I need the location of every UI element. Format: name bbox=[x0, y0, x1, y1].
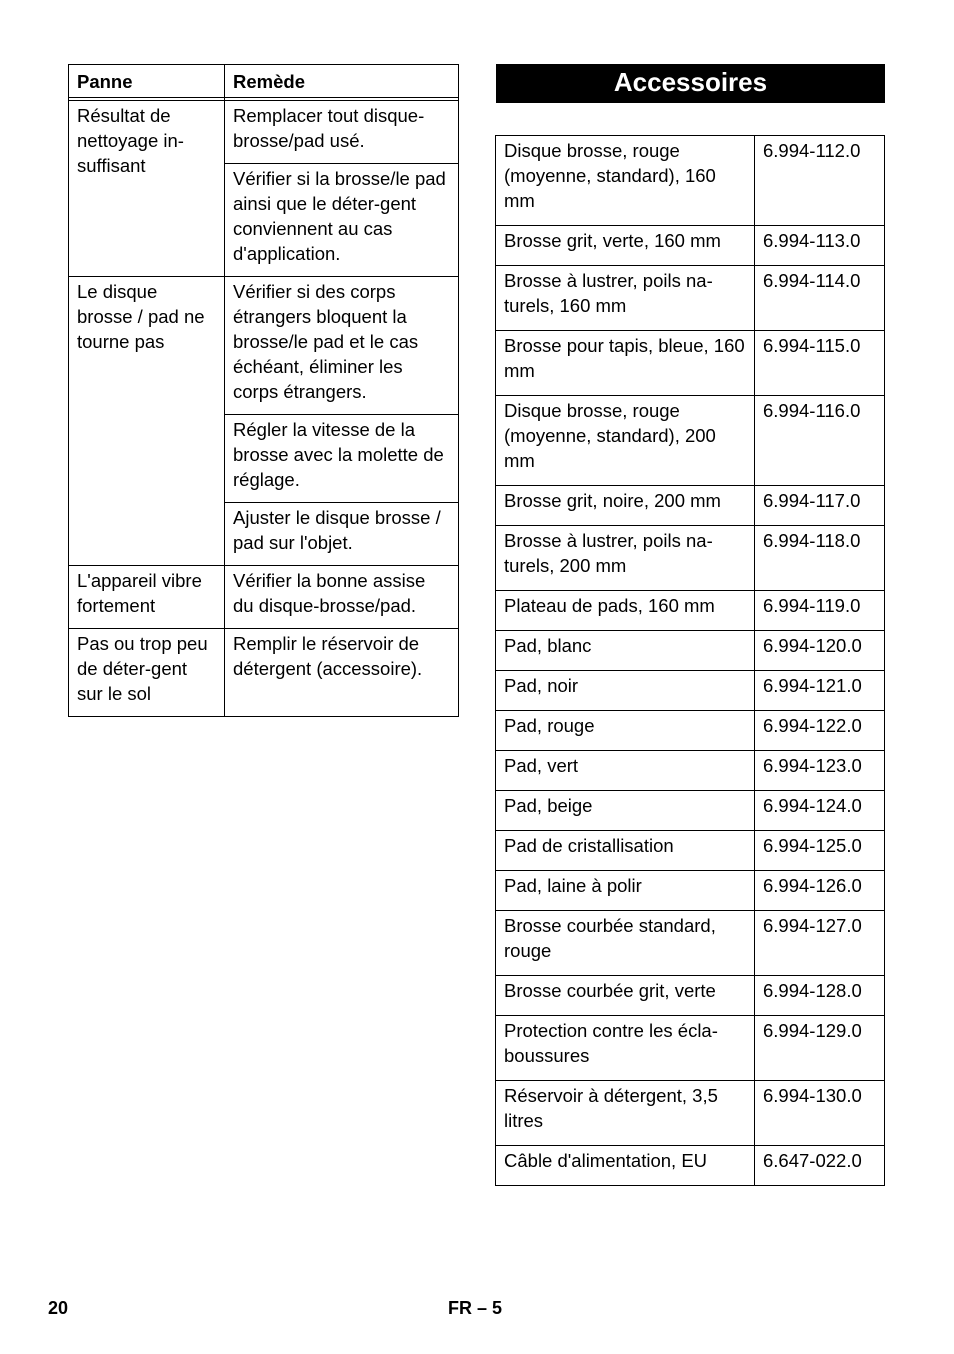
accessory-name: Câble d'alimentation, EU bbox=[496, 1146, 755, 1186]
accessory-ref: 6.994-126.0 bbox=[755, 871, 885, 911]
accessory-row bbox=[496, 871, 885, 911]
troubleshooting-table bbox=[68, 64, 459, 717]
accessory-ref: 6.994-113.0 bbox=[755, 226, 885, 266]
accessory-row bbox=[496, 396, 885, 486]
accessory-name: Pad de cristallisation bbox=[496, 831, 755, 871]
accessory-row bbox=[496, 226, 885, 266]
section-code: FR – 5 bbox=[448, 1298, 503, 1318]
accessory-name: Pad, noir bbox=[496, 671, 755, 711]
accessory-row bbox=[496, 1081, 885, 1146]
troubleshooting-row bbox=[69, 566, 459, 629]
panne-cell: Pas ou trop peu de déter-gent sur le sol bbox=[69, 629, 225, 717]
accessory-name: Pad, laine à polir bbox=[496, 871, 755, 911]
accessory-row bbox=[496, 976, 885, 1016]
accessory-ref: 6.994-114.0 bbox=[755, 266, 885, 331]
accessory-row bbox=[496, 791, 885, 831]
remede-cell: Remplir le réservoir de détergent (accessoire). bbox=[225, 629, 459, 717]
accessory-ref: 6.647-022.0 bbox=[755, 1146, 885, 1186]
accessory-name: Plateau de pads, 160 mm bbox=[496, 591, 755, 631]
accessory-row bbox=[496, 711, 885, 751]
panne-cell: Résultat de nettoyage in-suffisant bbox=[69, 101, 225, 277]
remede-cell: Remplacer tout disque-brosse/pad usé. bbox=[225, 101, 459, 164]
accessory-ref: 6.994-130.0 bbox=[755, 1081, 885, 1146]
accessory-ref: 6.994-127.0 bbox=[755, 911, 885, 976]
accessory-name: Brosse à lustrer, poils na-turels, 200 mm bbox=[496, 526, 755, 591]
accessory-ref: 6.994-121.0 bbox=[755, 671, 885, 711]
accessory-name: Brosse pour tapis, bleue, 160 mm bbox=[496, 331, 755, 396]
panne-cell: L'appareil vibre fortement bbox=[69, 566, 225, 629]
page-number: 20 bbox=[48, 1298, 69, 1318]
accessory-row bbox=[496, 266, 885, 331]
accessory-name: Brosse grit, verte, 160 mm bbox=[496, 226, 755, 266]
panne-cell: Le disque brosse / pad ne tourne pas bbox=[69, 277, 225, 566]
accessory-name: Protection contre les écla-boussures bbox=[496, 1016, 755, 1081]
accessories-table bbox=[495, 135, 885, 1186]
troubleshooting-row bbox=[69, 101, 459, 164]
accessory-row bbox=[496, 1016, 885, 1081]
remede-cell: Ajuster le disque brosse / pad sur l'objet. bbox=[225, 503, 459, 566]
accessory-name: Brosse courbée grit, verte bbox=[496, 976, 755, 1016]
accessory-ref: 6.994-119.0 bbox=[755, 591, 885, 631]
accessory-row bbox=[496, 631, 885, 671]
accessory-ref: 6.994-124.0 bbox=[755, 791, 885, 831]
accessory-ref: 6.994-120.0 bbox=[755, 631, 885, 671]
remede-cell: Régler la vitesse de la brosse avec la molette de réglage. bbox=[225, 415, 459, 503]
accessory-name: Disque brosse, rouge (moyenne, standard), 160 mm bbox=[496, 136, 755, 226]
accessory-ref: 6.994-128.0 bbox=[755, 976, 885, 1016]
accessory-ref: 6.994-116.0 bbox=[755, 396, 885, 486]
accessory-row bbox=[496, 591, 885, 631]
accessory-row bbox=[496, 486, 885, 526]
accessory-ref: 6.994-122.0 bbox=[755, 711, 885, 751]
accessory-row bbox=[496, 136, 885, 226]
accessory-name: Pad, rouge bbox=[496, 711, 755, 751]
accessory-ref: 6.994-112.0 bbox=[755, 136, 885, 226]
accessory-row bbox=[496, 751, 885, 791]
accessory-name: Réservoir à détergent, 3,5 litres bbox=[496, 1081, 755, 1146]
accessory-row bbox=[496, 526, 885, 591]
accessory-row bbox=[496, 911, 885, 976]
remede-cell: Vérifier la bonne assise du disque-brosse/pad. bbox=[225, 566, 459, 629]
accessory-name: Brosse à lustrer, poils na-turels, 160 mm bbox=[496, 266, 755, 331]
accessory-ref: 6.994-123.0 bbox=[755, 751, 885, 791]
accessory-name: Pad, blanc bbox=[496, 631, 755, 671]
accessory-row bbox=[496, 1146, 885, 1186]
remede-cell: Vérifier si la brosse/le pad ainsi que le déter-gent conviennent au cas d'application. bbox=[225, 164, 459, 277]
accessory-row bbox=[496, 331, 885, 396]
remede-cell: Vérifier si des corps étrangers bloquent la brosse/le pad et le cas échéant, éliminer les corps étrangers. bbox=[225, 277, 459, 415]
header-remede: Remède bbox=[225, 65, 459, 98]
accessory-name: Pad, vert bbox=[496, 751, 755, 791]
accessory-ref: 6.994-125.0 bbox=[755, 831, 885, 871]
accessory-ref: 6.994-118.0 bbox=[755, 526, 885, 591]
troubleshooting-row bbox=[69, 629, 459, 717]
troubleshooting-header-row bbox=[69, 65, 459, 98]
accessory-ref: 6.994-117.0 bbox=[755, 486, 885, 526]
accessory-name: Disque brosse, rouge (moyenne, standard), 200 mm bbox=[496, 396, 755, 486]
accessory-name: Pad, beige bbox=[496, 791, 755, 831]
accessory-row bbox=[496, 671, 885, 711]
accessory-name: Brosse courbée standard, rouge bbox=[496, 911, 755, 976]
troubleshooting-row bbox=[69, 277, 459, 415]
accessory-row bbox=[496, 831, 885, 871]
accessory-ref: 6.994-115.0 bbox=[755, 331, 885, 396]
accessory-name: Brosse grit, noire, 200 mm bbox=[496, 486, 755, 526]
header-panne: Panne bbox=[69, 65, 225, 98]
accessories-heading: Accessoires bbox=[496, 64, 885, 103]
accessory-ref: 6.994-129.0 bbox=[755, 1016, 885, 1081]
